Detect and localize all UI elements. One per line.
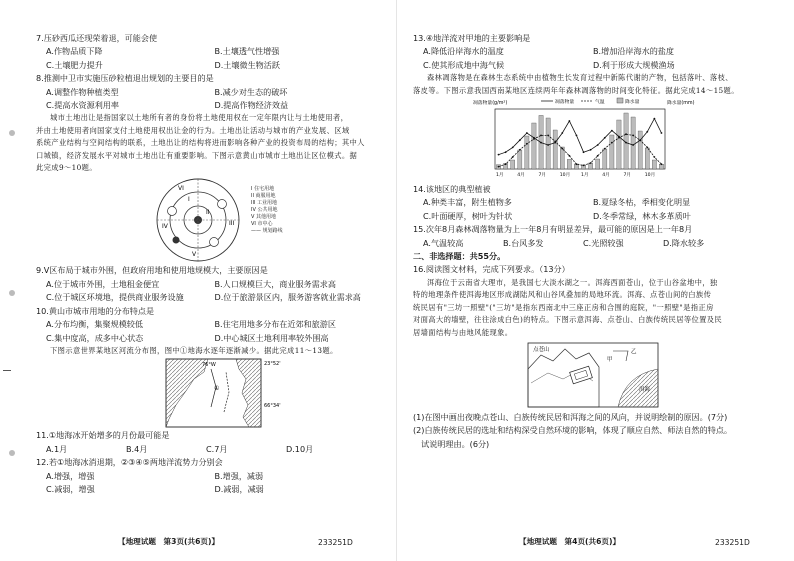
precip-bar (596, 159, 600, 169)
erhai-figure (413, 339, 768, 411)
precip-bar (645, 148, 649, 169)
ocean-map (36, 357, 383, 429)
temperature-line-point (568, 155, 570, 157)
litterfall-line-point (583, 151, 585, 153)
x-tick-label: 1月 (496, 173, 504, 179)
paper-code: 233251D (715, 538, 750, 547)
option-c: C.位于城区环境地，提供商业服务设施 (46, 292, 184, 303)
temperature-line-point (653, 156, 655, 158)
lake-label: 洱海 (639, 386, 651, 393)
question-9-options (36, 291, 383, 304)
temperature-line-point (597, 155, 599, 157)
option-b: B.人口规模巨大，商业服务需求高 (214, 278, 336, 289)
option-b: B.增加沿岸海水的盐度 (593, 46, 674, 57)
temperature-line-point (540, 135, 542, 137)
litterfall-chart (413, 97, 768, 183)
option-c: C.提高水资源利用率 (46, 100, 119, 111)
question-8-stem: 8.推测中卫市实施压砂粒植退出规划的主要目的是 (36, 73, 214, 84)
legend-item: —— 规划路线 (251, 228, 283, 235)
option-b: B.增强，减弱 (214, 470, 264, 481)
land-use-diagram-svg (36, 174, 383, 264)
y-axis-right-label: 降水量(mm) (667, 101, 695, 107)
temperature-line-point (576, 163, 578, 165)
temperature-line-point (505, 163, 507, 165)
map-latitude-label: 23°52' (264, 361, 281, 368)
page-footer: 【地理试题 第4页(共6页)】 (519, 537, 621, 546)
litterfall-line-point (661, 132, 663, 134)
precip-bar (603, 149, 607, 169)
passage-line: 并由土地使用者向国家支付土地使用权出让金的行为。土地出让活动与城市的产业发展、区域 (36, 125, 350, 135)
option-c: C.7月 (206, 443, 228, 454)
x-tick-label: 7月 (623, 173, 632, 179)
option-b: B.住宅用地多分布在近郊和旅游区 (214, 319, 336, 330)
question-7-stem: 7.压砂西瓜还现荣着退，可能会使 (36, 33, 158, 43)
x-tick-label: 4月 (602, 173, 610, 179)
option-d: D.减弱，减弱 (214, 483, 264, 494)
litterfall-line-point (526, 132, 528, 134)
question-12-options (36, 470, 383, 483)
temperature-line-point (590, 162, 592, 164)
precip-bar (631, 117, 635, 169)
option-b: B.夏绿冬枯，季相变化明显 (593, 197, 691, 208)
option-d: D.位于旅游景区内，服务游客就业需求高 (214, 292, 361, 303)
option-b: B.4月 (126, 443, 148, 454)
temperature-line-point (561, 148, 563, 150)
option-a: A.1月 (46, 443, 68, 454)
temperature-line-point (646, 147, 648, 149)
litterfall-line-point (625, 142, 627, 144)
legend-item: II 商服用地 (251, 193, 276, 200)
temperature-line-point (498, 166, 500, 168)
option-c: C.使其形成地中海气候 (423, 59, 505, 70)
mountain-label: 点苍山 (533, 346, 550, 353)
temperature-line-point (583, 165, 585, 167)
question-9-options (36, 278, 383, 291)
question-14-options (413, 196, 768, 209)
precip-bar (518, 150, 522, 169)
x-tick-label: 10月 (644, 173, 656, 179)
option-d: D.土壤微生物活跃 (214, 59, 280, 70)
option-d: D.降水较多 (663, 237, 705, 248)
precip-bar (525, 136, 529, 169)
sub-center-dot (210, 238, 219, 247)
passage-line: 居墙面结构与由地风能现象。 (413, 327, 513, 337)
zone-label: VI (178, 185, 184, 193)
legend-label: 凋落物量 (555, 100, 575, 106)
precip-bar (511, 160, 515, 169)
precip-bar (567, 159, 571, 169)
litterfall-line-point (639, 139, 641, 141)
x-tick-label: 4月 (517, 173, 525, 179)
passage-line: 洱海位于云南省大理市，是我国七大淡水湖之一。洱海西面苍山，位于山谷盆地中，独 (427, 277, 718, 287)
sub-center-dot (173, 237, 180, 244)
litterfall-line-point (561, 132, 563, 134)
precip-bar (638, 131, 642, 169)
zone-label: I (188, 196, 190, 204)
precip-bar (652, 160, 656, 169)
litterfall-line-point (512, 147, 514, 149)
temperature-line-point (632, 135, 634, 137)
question-12-stem: 12.若①地海冰消退期，②③④⑤两地洋流势力分别会 (36, 457, 223, 468)
page-footer: 【地理试题 第3页(共6页)】 (118, 537, 220, 546)
question-9-stem: 9.V区布局于城市外围，但政府用地和使用地规模大，主要原因是 (36, 265, 268, 276)
ocean-map-svg (36, 357, 383, 429)
x-tick-label: 1月 (581, 173, 589, 179)
legend-item: VI 市中心 (251, 221, 273, 228)
question-14-options (413, 210, 768, 223)
x-tick-label: 7月 (538, 173, 547, 179)
litterfall-line-point (597, 144, 599, 146)
question-8-options (36, 99, 383, 112)
question-14-stem: 14.该地区的典型植被 (413, 184, 491, 195)
zone-label: III (229, 220, 235, 228)
legend-item: V 其他用地 (251, 214, 277, 221)
litterfall-line-point (604, 137, 606, 139)
sub-center-dot (218, 200, 227, 209)
zone-label: IV (162, 223, 168, 231)
passage-line: 对面高大的墙壁，往往涂成白色)的特点。下图示意洱海、点苍山、白族传统民居等位置及民 (413, 315, 723, 325)
question-15-options (413, 237, 768, 250)
option-a: A.降低沿岸海水的温度 (423, 46, 504, 57)
map-marker: ① (214, 385, 220, 393)
question-10-options (36, 332, 383, 345)
litterfall-line-point (547, 144, 549, 146)
option-b: B.台风多发 (503, 237, 544, 248)
legend-swatch-precip (617, 98, 623, 103)
right-page (397, 0, 794, 561)
litterfall-line-point (505, 151, 507, 153)
option-c: C.光照较强 (583, 237, 624, 248)
section-heading: 二、非选择题：共55分。 (413, 251, 506, 262)
litterfall-line-point (590, 149, 592, 151)
option-b: B.减少对生态的破坏 (214, 86, 288, 97)
litterfall-line-point (611, 130, 613, 132)
litterfall-line (499, 119, 662, 155)
option-a: A.作物品质下降 (46, 46, 103, 57)
question-11-options (36, 443, 383, 456)
land-use-diagram (36, 174, 383, 264)
legend-item: IV 公共用地 (251, 207, 278, 214)
paper-code: 233251D (318, 538, 353, 547)
zone-label: II (206, 209, 210, 217)
litterfall-line-point (646, 131, 648, 133)
legend-item: I 住宅用地 (251, 186, 275, 193)
litterfall-line-point (519, 139, 521, 141)
temperature-line-point (512, 156, 514, 158)
passage-line: 系统产业结构与空间结构的联系，土地出让的结构将进而影响各种产业的投资布局的结构；其中人 (36, 138, 365, 148)
litterfall-line-point (576, 135, 578, 137)
option-a: A.种类丰富，附生植物多 (423, 197, 512, 208)
y-axis-left-label: 凋落物量(g/m²) (473, 101, 508, 107)
temperature-line-point (547, 135, 549, 137)
passage-line: 特的地理条件使洱海地区形成湖陆风和山谷风叠加的局地环流。洱海、点苍山间的白族传 (413, 290, 712, 300)
temperature-line-point (661, 163, 663, 165)
legend-label: 气温 (595, 100, 605, 106)
precip-bar (553, 130, 557, 169)
option-a: A.增强，增强 (46, 470, 95, 481)
sub-question-2-cont: 试说明理由。(6分) (413, 438, 490, 449)
option-d: D.中心城区土地利用率较外围高 (214, 332, 329, 343)
question-7-options (36, 45, 383, 58)
litterfall-chart-svg (413, 97, 768, 183)
precip-bar (546, 118, 550, 169)
precip-bar (610, 135, 614, 169)
question-10-options (36, 318, 383, 331)
temperature-line-point (604, 148, 606, 150)
question-12-options (36, 483, 383, 496)
option-d: D.提高作物经济效益 (214, 100, 289, 111)
sub-question-1: (1)在图中画出夜晚点苍山、白族传统民居和洱海之间的风向，并说明绘制的原因。(7分) (413, 411, 728, 422)
temperature-line-point (526, 143, 528, 145)
temperature-line-point (611, 142, 613, 144)
litterfall-line-point (568, 120, 570, 122)
question-13-options (413, 45, 768, 58)
temperature-line (499, 134, 662, 166)
litterfall-line-point (653, 118, 655, 120)
x-tick-label: 10月 (559, 173, 571, 179)
legend-item: III 工业用地 (251, 200, 278, 207)
option-c: C.减弱，增强 (46, 483, 95, 494)
option-c: C.土壤肥力提升 (46, 59, 103, 70)
figure-label: 甲 (607, 356, 613, 363)
option-a: A.调整作物种植类型 (46, 86, 119, 97)
legend-label: 降水量 (625, 100, 640, 106)
option-b: B.土壤透气性增强 (214, 46, 280, 57)
question-7-options (36, 59, 383, 72)
temperature-line-point (519, 149, 521, 151)
zone-label: V (192, 251, 197, 259)
precip-bar (617, 120, 621, 169)
passage-line: 森林凋落物是在森林生态系统中由植物生长发育过程中新陈代谢的产物，包括落叶、落枝、 (427, 73, 733, 83)
litterfall-line-point (533, 137, 535, 139)
passage-line: 下图示意世界某地区河流分布图，图中①地海水逐年逐渐减少。据此完成11～13题。 (50, 345, 338, 355)
option-a: A.位于城市外围，土地租金便宜 (46, 278, 160, 289)
question-13-options (413, 59, 768, 72)
option-d: D.10月 (286, 443, 314, 454)
litterfall-line-point (618, 136, 620, 138)
question-8-options (36, 86, 383, 99)
option-d: D.利于形成大规模渔场 (593, 59, 675, 70)
figure-label: 乙 (631, 348, 637, 355)
question-11-stem: 11.①地海冰开始增多的月份最可能是 (36, 430, 170, 441)
sub-question-2: (2)白族传统民居的选址和结构深受自然环境的影响，体现了顺应自然、师法自然的特点。 (413, 425, 733, 436)
question-13-stem: 13.④地洋流对甲地的主要影响是 (413, 33, 531, 43)
passage-line: 城市土地出让是指国家以土地所有者的身份将土地使用权在一定年限内让与土地使用者， (50, 113, 349, 123)
litterfall-line-point (632, 144, 634, 146)
question-16-stem: 16.阅读图文材料，完成下列要求。（13分） (413, 264, 570, 275)
option-a: A.气温较高 (423, 237, 464, 248)
erhai-figure-svg (413, 339, 768, 411)
question-15-stem: 15.次年8月森林凋落物量为上一年8月有明显差异，最可能的原因是上一年8月 (413, 224, 693, 235)
option-d: D.冬季常绿，林木多革质叶 (593, 210, 691, 221)
passage-line: 统民居有"三坊一照壁"("三坊"是指东西南北中三座正房和合围的庭院，"一照壁"是指正房 (413, 302, 714, 312)
passage-line: 落皮等。下图示意我国西南某地区连续两年年森林凋落物的时间变化特征。据此完成14～15题。 (413, 85, 739, 95)
litterfall-line-point (498, 154, 500, 156)
option-c: C.集中度高，成多中心状态 (46, 332, 144, 343)
map-latitude-label: 66°34' (264, 403, 281, 410)
litterfall-line-point (540, 142, 542, 144)
map-longitude-label: 76°W (202, 362, 216, 369)
litterfall-line-point (554, 142, 556, 144)
option-c: C.叶面硬厚，树叶为针状 (423, 210, 513, 221)
passage-line: 此完成9～10题。 (36, 163, 97, 173)
passage-line: 口城镇，经济发展水平对城市土地出让有重要影响。下图示意黄山市城市土地出让区位模式。据 (36, 150, 358, 160)
option-a: A.分布均衡，集聚规模较低 (46, 319, 143, 330)
question-10-stem: 10.黄山市城市用地的分布特点是 (36, 305, 155, 316)
sub-center-dot (168, 207, 177, 216)
precip-bar (532, 123, 536, 169)
temperature-line-point (625, 133, 627, 135)
